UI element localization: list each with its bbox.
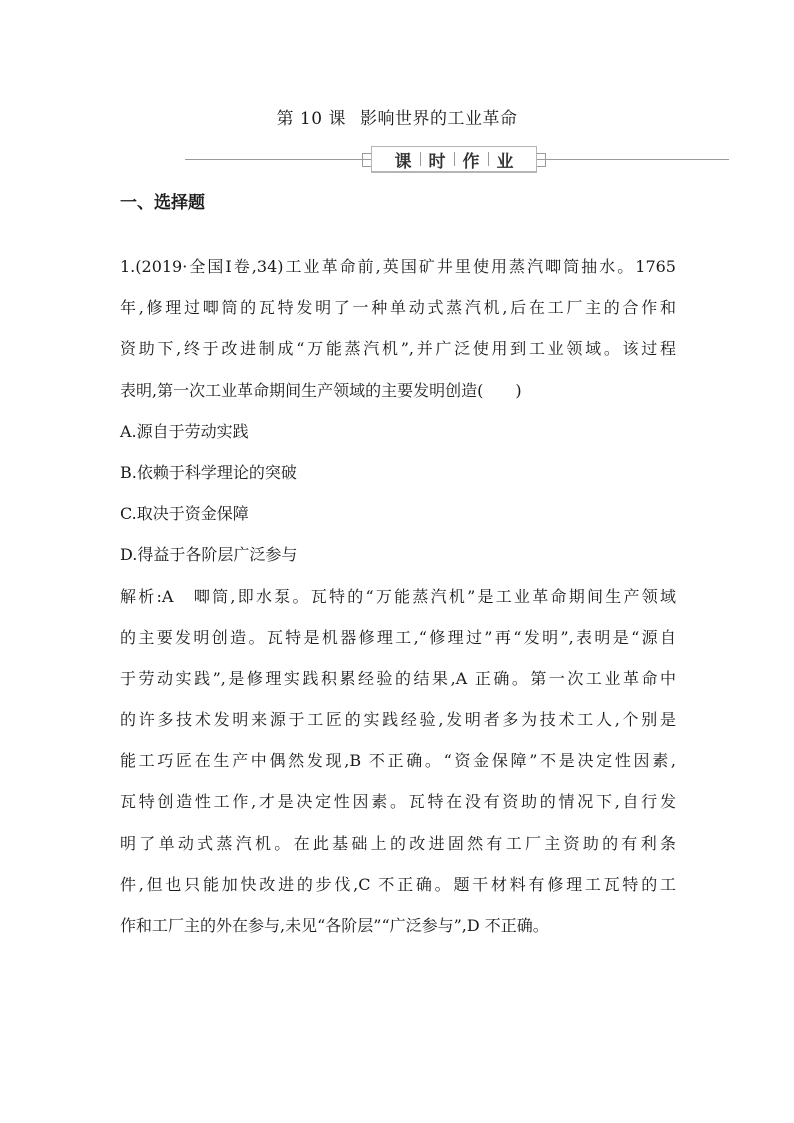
analysis-line: 件,但也只能加快改进的步伐,C 不正确。题干材料有修理工瓦特的工 [120,874,676,894]
question-stem-line: 年,修理过唧筒的瓦特发明了一种单动式蒸汽机,后在工厂主的合作和 [120,298,676,318]
homework-banner [185,142,729,176]
analysis-line: 明了单动式蒸汽机。在此基础上的改进固然有工厂主资助的有利条 [120,833,676,853]
banner-box [371,146,537,173]
analysis-line: 瓦特创造性工作,才是决定性因素。瓦特在没有资助的情况下,自行发 [120,792,676,812]
section-heading: 一、选择题 [120,193,205,213]
banner-char: 作 [462,151,480,172]
banner-rule-left [185,159,375,160]
answer-option-d: D.得益于各阶层广泛参与 [120,545,298,565]
banner-bracket-right [537,153,546,167]
analysis-line: 于劳动实践”,是修理实践积累经验的结果,A 正确。第一次工业革命中 [120,668,676,688]
analysis-line: 作和工厂主的外在参与,未见“各阶层”“广泛参与”,D 不正确。 [120,916,549,935]
banner-char: 课 [394,151,412,172]
analysis-line: 解析:A 唧筒,即水泵。瓦特的“万能蒸汽机”是工业革命期间生产领域 [120,586,676,606]
page-title [0,104,794,129]
answer-option-b: B.依赖于科学理论的突破 [120,462,297,482]
answer-option-a: A.源自于劳动实践 [120,421,249,441]
lesson-title: 影响世界的工业革命 [359,109,518,129]
analysis-line: 的许多技术发明来源于工匠的实践经验,发明者多为技术工人,个别是 [120,710,676,730]
banner-char: 业 [496,151,514,172]
analysis-line: 能工巧匠在生产中偶然发现,B 不正确。“资金保障”不是决定性因素, [120,751,676,771]
question-stem-line: 1.(2019·全国Ⅰ卷,34)工业革命前,英国矿井里使用蒸汽唧筒抽水。1765 [120,257,676,276]
banner-bracket-left [362,153,371,167]
question-stem-line: 表明,第一次工业革命期间生产领域的主要发明创造( ) [120,380,522,400]
question-block [120,246,676,946]
lesson-number: 第 10 课 [276,109,346,129]
banner-rule-right [537,159,729,160]
analysis-line: 的主要发明创造。瓦特是机器修理工,“修理过”再“发明”,表明是“源自 [120,627,676,647]
question-stem-line: 资助下,终于改进制成“万能蒸汽机”,并广泛使用到工业领域。该过程 [120,339,676,359]
banner-char: 时 [428,151,446,172]
answer-option-c: C.取决于资金保障 [120,504,249,524]
